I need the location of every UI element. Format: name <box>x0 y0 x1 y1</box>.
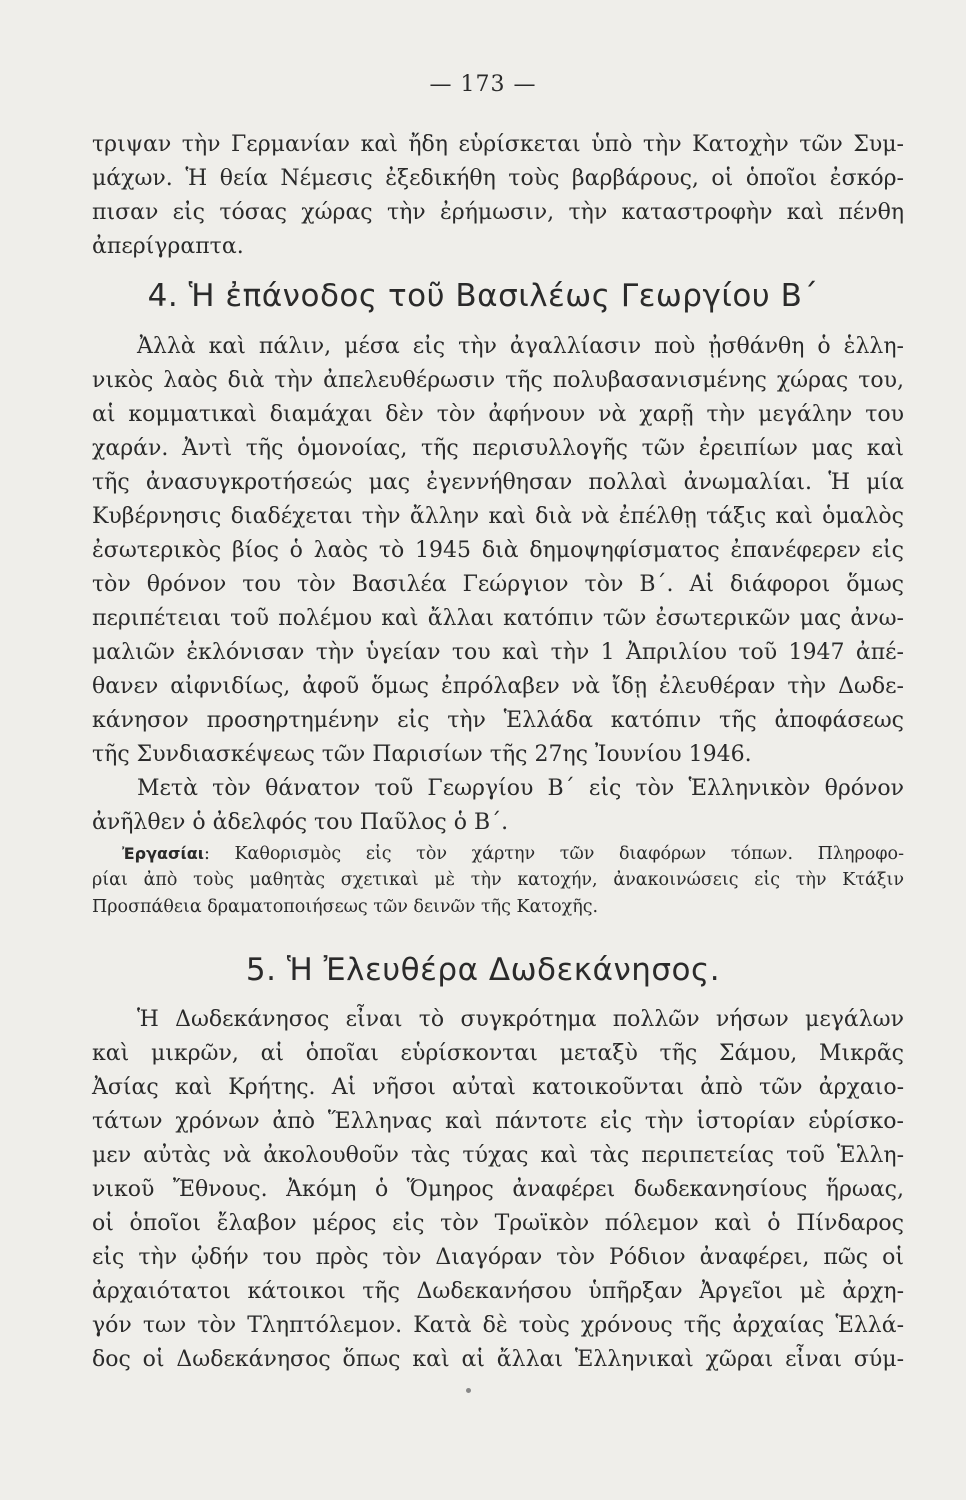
text-line <box>92 840 904 867</box>
text-line: Μετὰ τὸν θάνατον τοῦ Γεωργίου Β΄ εἰς τὸν Ἑλληνικὸν θρόνον <box>137 776 904 801</box>
text-line: Ἡ Δωδεκάνησος εἶναι τὸ συγκρότημα πολλῶν νήσων μεγάλων <box>137 1007 904 1032</box>
text-line: ἀρχαιότατοι κάτοικοι τῆς Δωδεκανήσου ὑπῆρξαν Ἀργεῖοι μὲ ἀρχη- <box>92 1279 904 1304</box>
exercises-label: Ἐργασίαι <box>122 844 204 863</box>
text-line: νικὸς λαὸς διὰ τὴν ἀπελευθέρωσιν τῆς πολυβασανισμένης χώρας του, <box>92 368 904 393</box>
text-line: τῆς Συνδιασκέψεως τῶν Παρισίων τῆς 27ης Ἰουνίου 1946. <box>92 742 752 767</box>
text-line: Κυβέρνησις διαδέχεται τὴν ἄλλην καὶ διὰ νὰ ἐπέλθῃ τάξις καὶ ὁμαλὸς <box>92 504 904 529</box>
text-line: μεν αὐτὰς νὰ ἀκολουθοῦν τὰς τύχας καὶ τὰς περιπετείας τοῦ Ἑλλη- <box>92 1143 904 1168</box>
text-line: πισαν εἰς τόσας χώρας τὴν ἐρήμωσιν, τὴν καταστροφὴν καὶ πένθη <box>92 200 904 225</box>
text-line: περιπέτειαι τοῦ πολέμου καὶ ἄλλαι κατόπιν τῶν ἐσωτερικῶν μας ἀνω- <box>92 606 904 631</box>
ink-dot <box>466 1388 471 1393</box>
text-line: Ἀσίας καὶ Κρήτης. Αἱ νῆσοι αὐταὶ κατοικοῦνται ἀπὸ τῶν ἀρχαιο- <box>92 1075 904 1100</box>
exercises-block <box>92 840 904 921</box>
section-4-heading: 4. Ἡ ἐπάνοδος τοῦ Βασιλέως Γεωργίου Β΄ <box>147 278 819 314</box>
text-line: ρίαι ἀπὸ τοὺς μαθητὰς σχετικαὶ μὲ τὴν κατοχήν, ἀνακοινώσεις εἰς τὴν Κτάξιν <box>92 870 904 890</box>
text-line: χαράν. Ἀντὶ τῆς ὁμονοίας, τῆς περισυλλογῆς τῶν ἐρειπίων μας καὶ <box>92 436 904 461</box>
text-line: εἰς τὴν ᾠδήν του πρὸς τὸν Διαγόραν τὸν Ρόδιον ἀναφέρει, πῶς οἱ <box>92 1245 904 1270</box>
text-line: τῆς ἀνασυγκροτήσεώς μας ἐγεννήθησαν πολλαὶ ἀνωμαλίαι. Ἡ μία <box>92 470 904 495</box>
text-line: καὶ μικρῶν, αἱ ὁποῖαι εὑρίσκονται μεταξὺ τῆς Σάμου, Μικρᾶς <box>92 1041 904 1066</box>
text-line: Προσπάθεια δραματοποιήσεως τῶν δεινῶν τῆς Κατοχῆς. <box>92 897 599 917</box>
text-line: ἀνῆλθεν ὁ ἀδελφός του Παῦλος ὁ Β΄. <box>92 810 509 835</box>
section-5-body <box>92 1003 904 1377</box>
text-line: μαλιῶν ἐκλόνισαν τὴν ὑγείαν του καὶ τὴν 1 Ἀπριλίου τοῦ 1947 ἀπέ- <box>92 640 904 665</box>
page-number: — 173 — <box>429 72 537 97</box>
section-5-heading: 5. Ἡ Ἐλευθέρα Δωδεκάνησος. <box>245 952 721 988</box>
text-line: δος οἱ Δωδεκάνησος ὅπως καὶ αἱ ἄλλαι Ἑλληνικαὶ χῶραι εἶναι σύμ- <box>92 1347 904 1372</box>
text-line: αἱ κομματικαὶ διαμάχαι δὲν τὸν ἀφήνουν νὰ χαρῇ τὴν μεγάλην του <box>92 402 904 427</box>
text-line: ἐσωτερικὸς βίος ὁ λαὸς τὸ 1945 διὰ δημοψηφίσματος ἐπανέφερεν εἰς <box>92 538 904 563</box>
exercises-text: : Καθορισμὸς εἰς τὸν χάρτην τῶν διαφόρων τόπων. Πληροφο- <box>203 844 904 864</box>
text-line: τάτων χρόνων ἀπὸ Ἕλληνας καὶ πάντοτε εἰς τὴν ἱστορίαν εὑρίσκο- <box>92 1109 904 1134</box>
text-line: οἱ ὁποῖοι ἔλαβον μέρος εἰς τὸν Τρωϊκὸν πόλεμον καὶ ὁ Πίνδαρος <box>92 1211 904 1236</box>
text-line: τὸν θρόνον του τὸν Βασιλέα Γεώργιον τὸν Β΄. Αἱ διάφοροι ὅμως <box>92 572 904 597</box>
intro-paragraph <box>92 128 904 264</box>
text-line: Ἀλλὰ καὶ πάλιν, μέσα εἰς τὴν ἀγαλλίασιν ποὺ ᾐσθάνθη ὁ ἑλλη- <box>137 334 904 359</box>
text-line: μάχων. Ἡ θεία Νέμεσις ἐξεδικήθη τοὺς βαρβάρους, οἱ ὁποῖοι ἐσκόρ- <box>92 166 904 191</box>
section-4-body <box>92 330 904 840</box>
text-line: κάνησον προσηρτημένην εἰς τὴν Ἑλλάδα κατόπιν τῆς ἀποφάσεως <box>92 708 904 733</box>
text-line: τριψαν τὴν Γερμανίαν καὶ ἤδη εὑρίσκεται ὑπὸ τὴν Κατοχὴν τῶν Συμ- <box>92 132 904 157</box>
text-line: θανεν αἰφνιδίως, ἀφοῦ ὅμως ἐπρόλαβεν νὰ ἴδῃ ἐλευθέραν τὴν Δωδε- <box>92 674 904 699</box>
text-line: γόν των τὸν Τληπτόλεμον. Κατὰ δὲ τοὺς χρόνους τῆς ἀρχαίας Ἑλλά- <box>92 1313 904 1338</box>
text-line: ἀπερίγραπτα. <box>92 234 244 259</box>
text-line: νικοῦ Ἔθνους. Ἀκόμη ὁ Ὅμηρος ἀναφέρει δωδεκανησίους ἥρωας, <box>92 1177 904 1202</box>
